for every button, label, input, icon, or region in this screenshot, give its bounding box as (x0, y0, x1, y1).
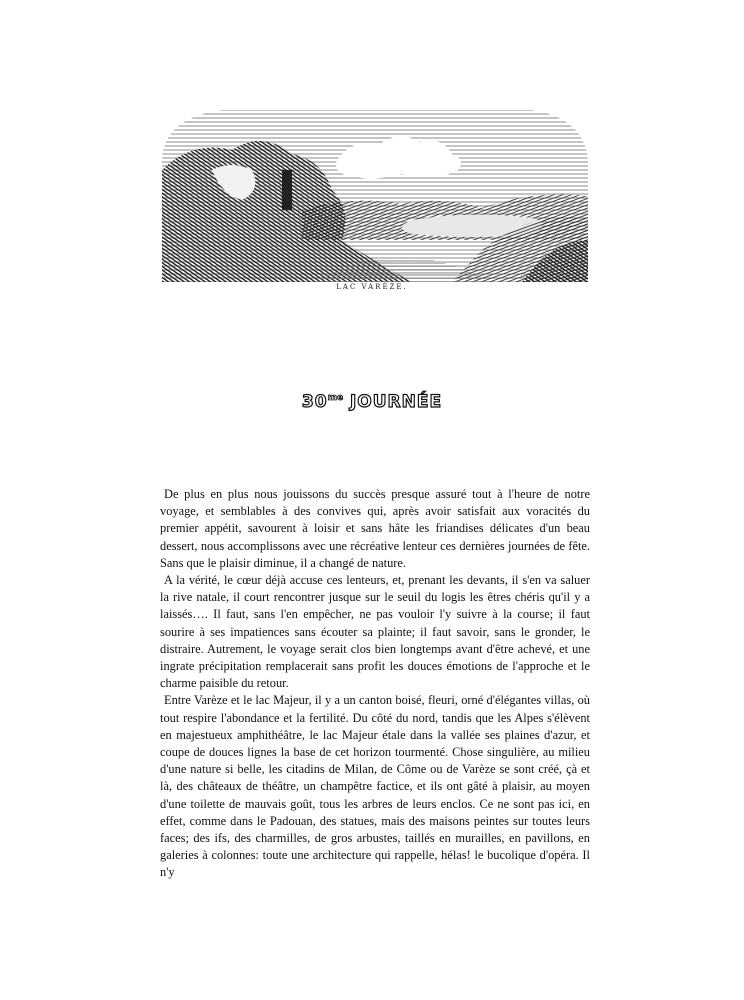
lake-varese-engraving (152, 100, 594, 282)
chapter-number: 30 (301, 392, 328, 412)
chapter-title-word: JOURNÉE (349, 392, 443, 412)
engraving-caption: LAC VARÈZE. (336, 283, 408, 291)
chapter-number-suffix: me (327, 393, 344, 403)
paragraph: De plus en plus nous jouissons du succès presque assuré tout à l'heure de notre voyage, et semblables à des convives qui, après avoir satisfait aux voracités du premier appétit, savourent à loisir et sans hâte les friandises délicates d'un beau dessert, nous accomplissons avec une récréative lenteur ces dernières journées de fête. Sans que le plaisir diminue, il a changé de nature. (160, 487, 590, 570)
paragraph: A la vérité, le cœur déjà accuse ces lenteurs, et, prenant les devants, il s'en va saluer la rive natale, il court rencontrer jusque sur le seuil du logis les êtres chéris qu'il y a laissés…. Il faut, sans l'en empêcher, ne pas vouloir l'y suivre à la course; il faut sourire à ses impatiences sans écouter sa plainte; il faut savoir, sans le gronder, le distraire. Autrement, le voyage serait clos bien longtemps avant d'être achevé, et une ingrate précipitation remplacerait sans profit les douces émotions de l'approche et le charme paisible du retour. (160, 573, 590, 691)
body-text (160, 486, 590, 882)
paragraph: Entre Varèze et le lac Majeur, il y a un canton boisé, fleuri, orné d'élégantes villas, où tout respire l'abondance et la fertilité. Du côté du nord, tandis que les Alpes s'élèvent en majestueux amphithéâtre, le lac Majeur étale dans la vallée ses plaines d'azur, et coupe de douces lignes la base de cet horizon tourmenté. Chose singulière, au milieu d'une nature si belle, les citadins de Milan, de Côme ou de Varèze se sont créé, çà et là, des châteaux de théâtre, un champêtre factice, et ils ont gâté à plaisir, au moyen d'une toilette de mauvais goût, tous les arbres de leurs enclos. Ce ne sont pas ici, en effet, comme dans le Padouan, des statues, mais des maisons peintes sur toutes leurs faces; des ifs, des charmilles, de gros arbustes, taillés en murailles, en pavillons, en galeries à colonnes: toute une architecture qui rappelle, hélas! le bucolique d'opéra. Il n'y (160, 693, 590, 880)
chapter-title (0, 392, 744, 412)
